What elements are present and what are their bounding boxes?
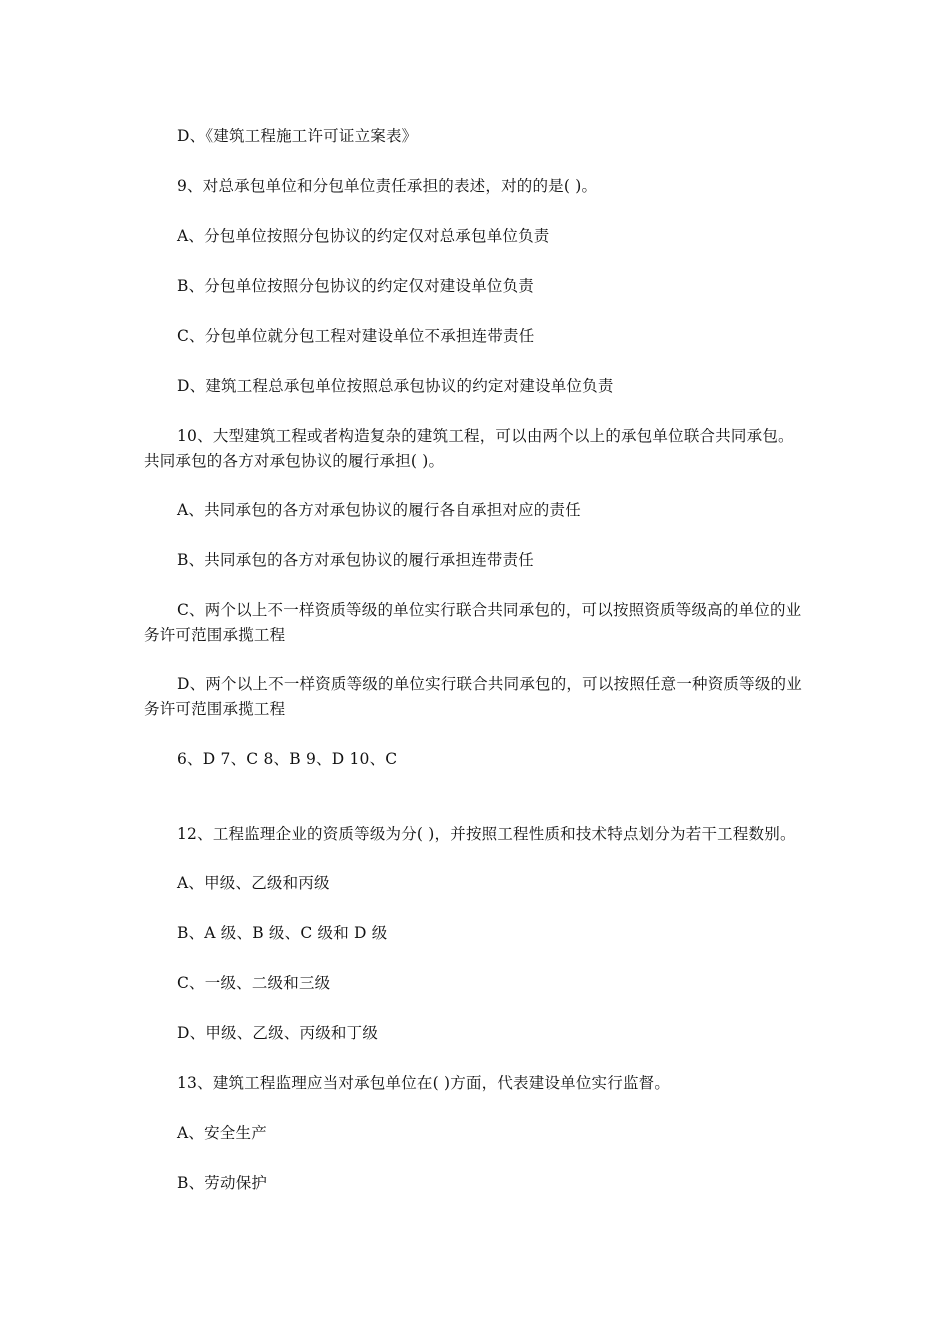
option-c-q9: C、分包单位就分包工程对建设单位不承担连带责任 [177, 327, 535, 345]
option-b-q9: B、分包单位按照分包协议的约定仅对建设单位负责 [177, 277, 534, 295]
option-b-q10: B、共同承包的各方对承包协议的履行承担连带责任 [177, 551, 534, 569]
option-a-q10: A、共同承包的各方对承包协议的履行各自承担对应的责任 [177, 501, 581, 519]
option-d-q10: D、两个以上不一样资质等级的单位实行联合共同承包的，可以按照任意一种资质等级的业务许可范围承揽工程 [144, 675, 802, 718]
option-d-q12: D、甲级、乙级、丙级和丁级 [177, 1024, 379, 1042]
question-12: 12、工程监理企业的资质等级为分( )，并按照工程性质和技术特点划分为若干工程数别。 [177, 825, 796, 843]
question-10: 10、大型建筑工程或者构造复杂的建筑工程，可以由两个以上的承包单位联合共同承包。共同承包的各方对承包协议的履行承担( )。 [144, 427, 794, 470]
option-a-q9: A、分包单位按照分包协议的约定仅对总承包单位负责 [177, 227, 550, 245]
option-c-q12: C、一级、二级和三级 [177, 974, 331, 992]
option-a-q13: A、安全生产 [177, 1124, 267, 1142]
option-a-q12: A、甲级、乙级和丙级 [177, 874, 330, 892]
option-b-q13: B、劳动保护 [177, 1174, 268, 1192]
answer-key: 6、D 7、C 8、B 9、D 10、C [177, 750, 398, 768]
option-c-q10: C、两个以上不一样资质等级的单位实行联合共同承包的，可以按照资质等级高的单位的业务许可范围承揽工程 [144, 601, 802, 644]
question-13: 13、建筑工程监理应当对承包单位在( )方面，代表建设单位实行监督。 [177, 1074, 671, 1092]
option-d-q9: D、建筑工程总承包单位按照总承包协议的约定对建设单位负责 [177, 377, 614, 395]
option-b-q12: B、A 级、B 级、C 级和 D 级 [177, 924, 388, 942]
question-9: 9、对总承包单位和分包单位责任承担的表述，对的的是( )。 [177, 177, 598, 195]
option-d-q8: D、《建筑工程施工许可证立案表》 [177, 127, 418, 145]
